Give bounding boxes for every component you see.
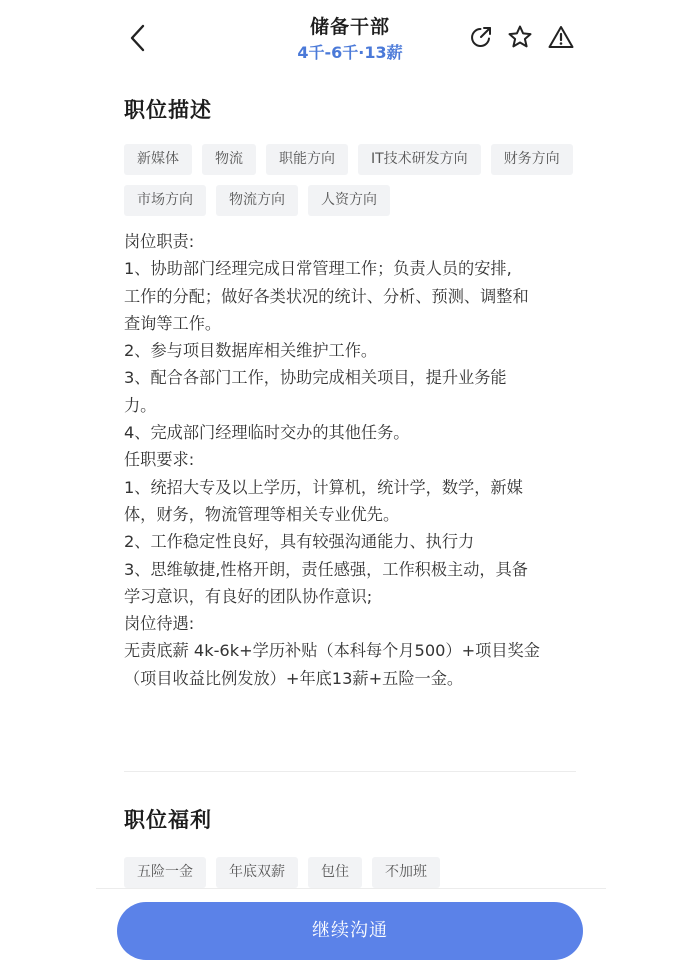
continue-chat-button[interactable]: 继续沟通 [117, 902, 583, 960]
job-description-title: 职位描述 [124, 98, 212, 122]
salary-range: 4千-6千·13薪 [297, 43, 403, 62]
welfare-tag: 不加班 [372, 857, 440, 888]
warning-icon [547, 24, 575, 50]
report-button[interactable] [546, 22, 576, 52]
share-icon [468, 24, 494, 50]
welfare-tag: 五险一金 [124, 857, 206, 888]
section-divider [124, 771, 576, 772]
description-line: 力。 [124, 395, 157, 415]
description-line: 体，财务，物流管理等相关专业优先。 [124, 504, 400, 524]
job-tag: IT技术研发方向 [358, 144, 481, 175]
job-description-text [124, 228, 579, 692]
description-line: 4、完成部门经理临时交办的其他任务。 [124, 423, 410, 443]
favorite-button[interactable] [505, 22, 535, 52]
description-line: 2、参与项目数据库相关维护工作。 [124, 341, 378, 361]
description-line: 2、工作稳定性良好，具有较强沟通能力、执行力 [124, 532, 475, 552]
description-line: 3、思维敏捷,性格开朗，责任感强，工作积极主动，具备 [124, 559, 528, 579]
description-line: 岗位职责: [124, 232, 195, 251]
job-welfare-title: 职位福利 [124, 808, 212, 832]
description-line: 3、配合各部门工作，协助完成相关项目，提升业务能 [124, 368, 507, 388]
job-tag: 人资方向 [308, 185, 390, 216]
description-line: 学习意识，有良好的团队协作意识; [124, 586, 373, 606]
welfare-tag: 包住 [308, 857, 362, 888]
description-line: 1、协助部门经理完成日常管理工作；负责人员的安排, [124, 259, 512, 279]
description-line: 任职要求: [124, 450, 195, 470]
job-tag: 物流 [202, 144, 256, 175]
bottom-bar-divider [96, 888, 606, 889]
description-line: 工作的分配；做好各类状况的统计、分析、预测、调整和 [124, 286, 529, 306]
job-tag: 市场方向 [124, 185, 206, 216]
job-tags [124, 144, 584, 216]
share-button[interactable] [466, 22, 496, 52]
job-tag: 财务方向 [491, 144, 573, 175]
description-line: （项目收益比例发放）+年底13薪+五险一金。 [124, 668, 464, 688]
star-icon [507, 24, 533, 50]
job-tag: 新媒体 [124, 144, 192, 175]
page-title: 储备干部 [309, 16, 390, 38]
header [0, 0, 700, 80]
welfare-tag: 年底双薪 [216, 857, 298, 888]
description-line: 无责底薪 4k-6k+学历补贴（本科每个月500）+项目奖金 [124, 641, 540, 661]
description-line: 查询等工作。 [124, 313, 222, 333]
description-line: 岗位待遇: [124, 614, 195, 634]
job-tag: 职能方向 [266, 144, 348, 175]
job-tag: 物流方向 [216, 185, 298, 216]
description-line: 1、统招大专及以上学历，计算机，统计学，数学，新媒 [124, 477, 523, 497]
welfare-tags [124, 857, 584, 888]
